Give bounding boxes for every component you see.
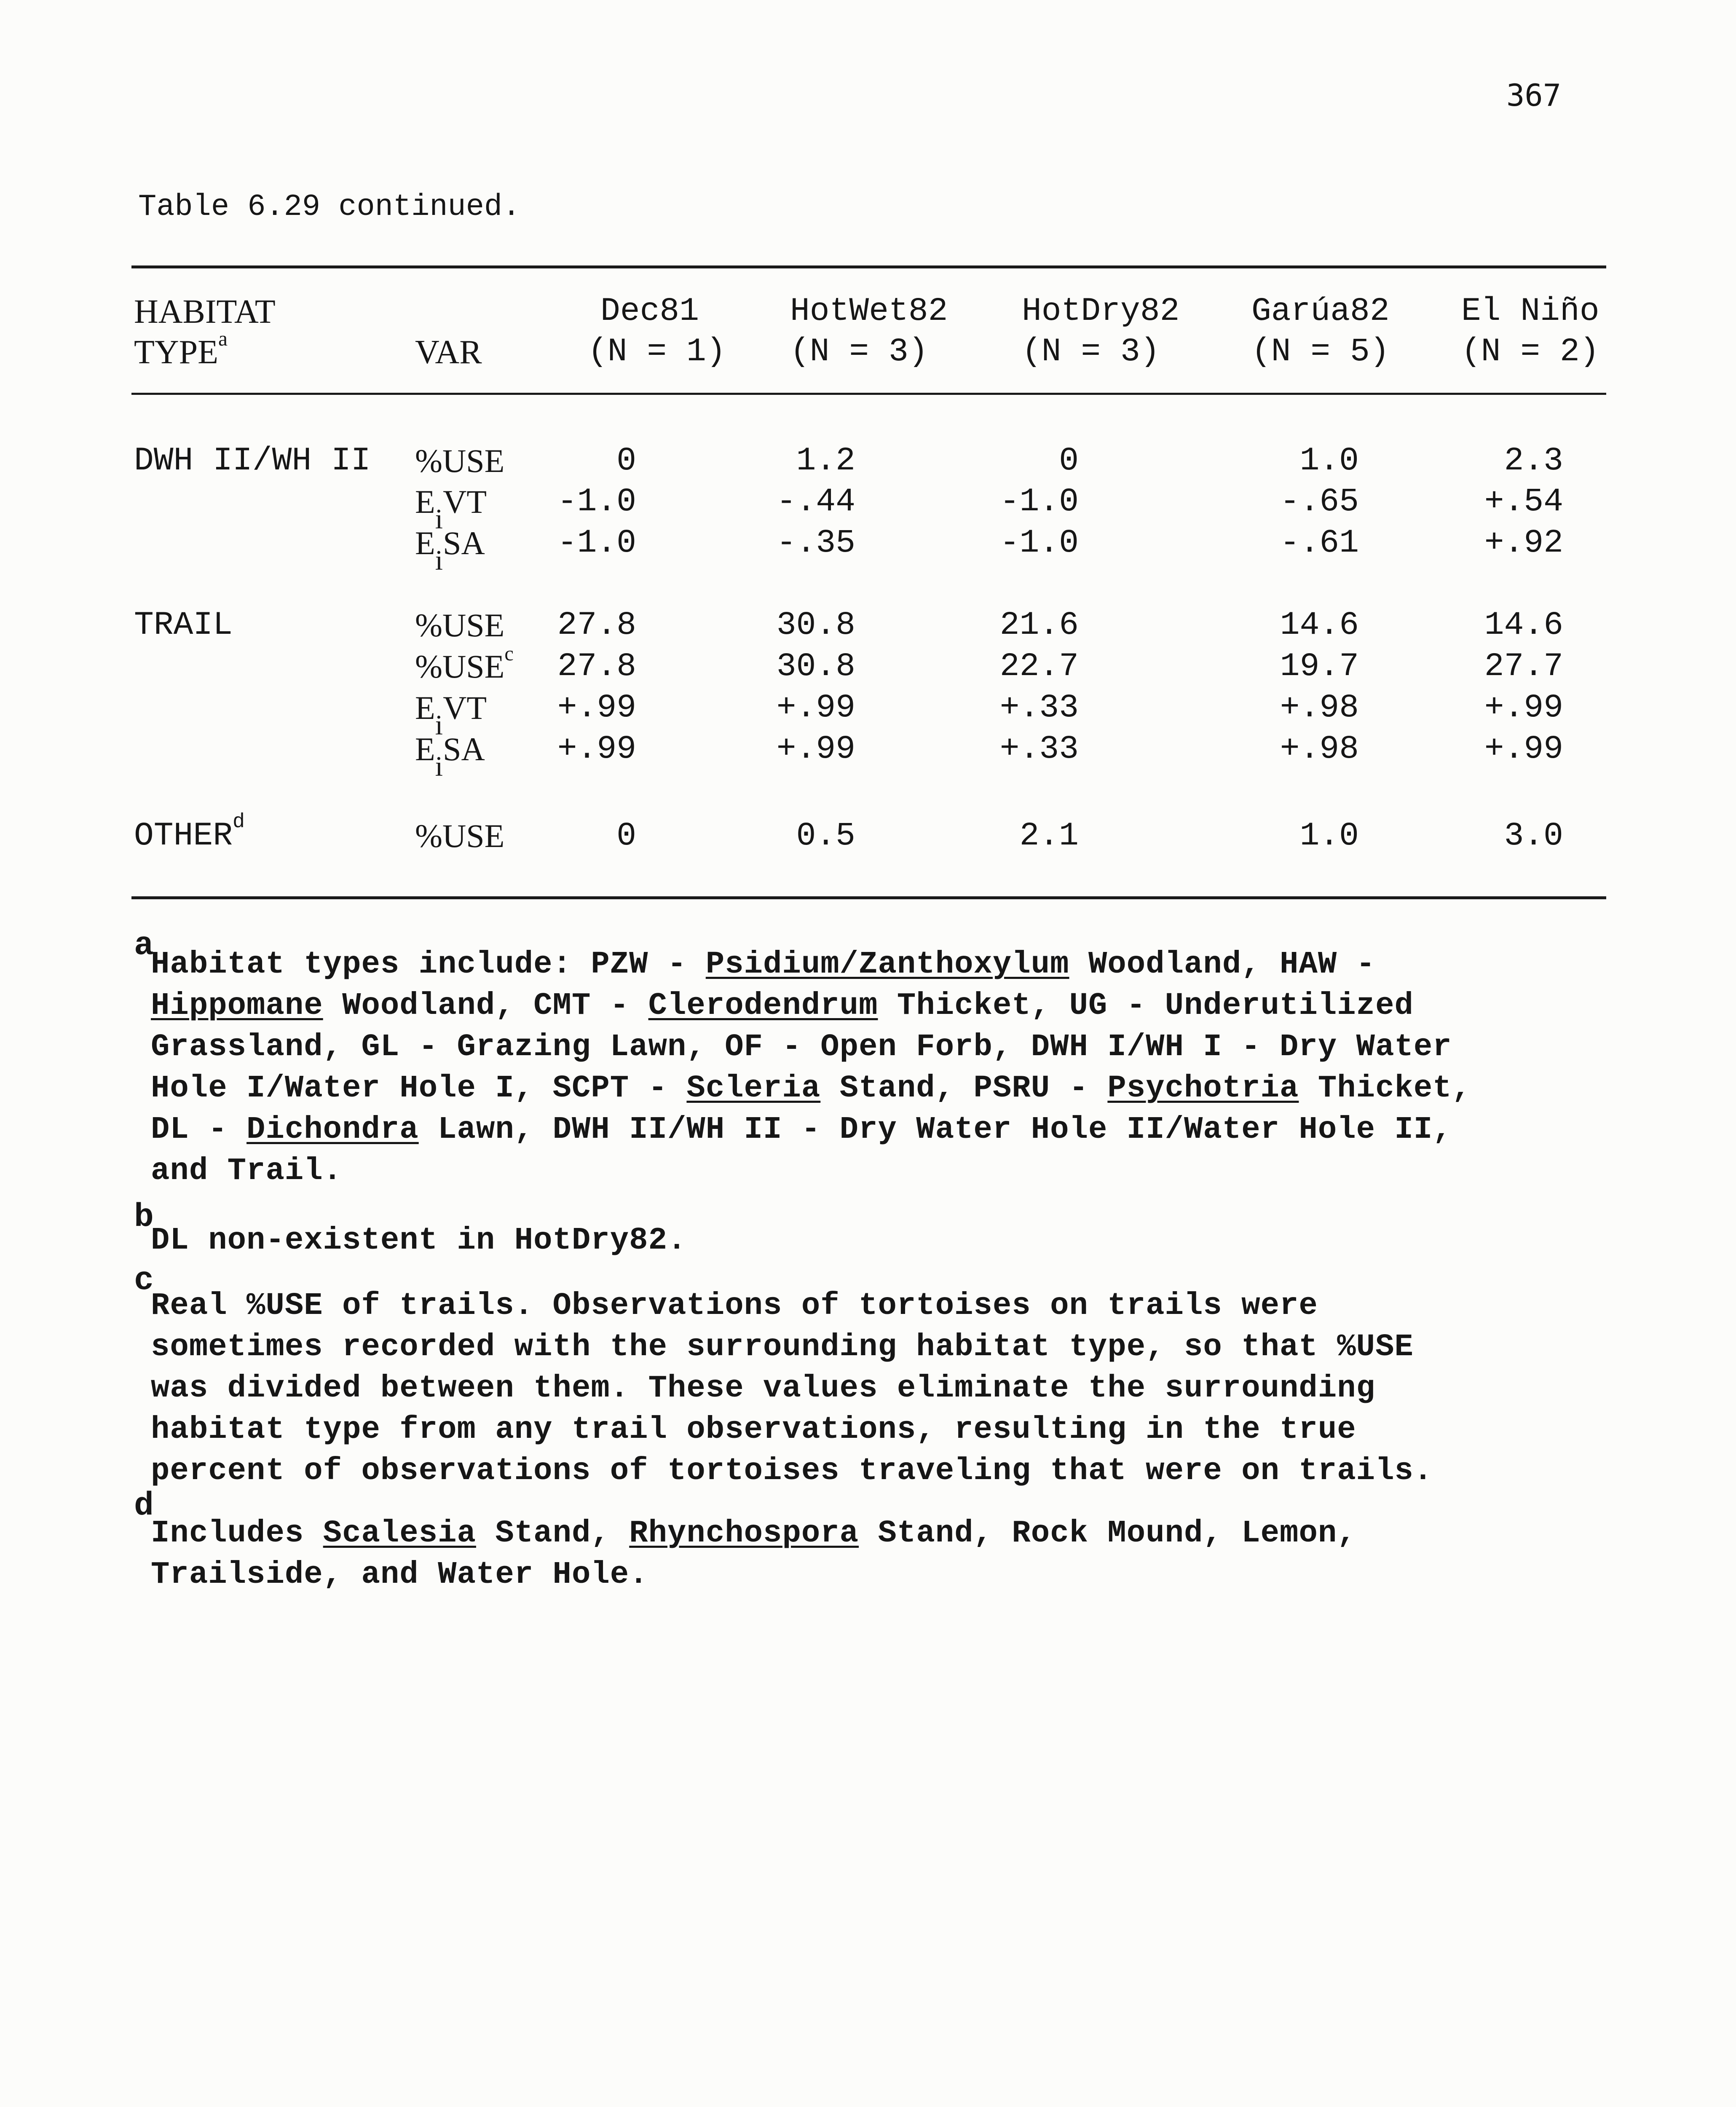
cell-trail-eivt-elnino: +.99	[1484, 689, 1563, 726]
var-ei-vt: $E_iVT$	[415, 483, 487, 535]
footnote-b-mark: b	[134, 1199, 154, 1236]
footnote-ref-d: d	[233, 810, 245, 834]
cell-trail-usec-elnino: 27.7	[1484, 648, 1563, 685]
footnote-b: DL non-existent in HotDry82.	[151, 1223, 687, 1258]
table-bottom-rule	[131, 896, 1606, 899]
cell-trail-use-hotwet82: 30.8	[776, 607, 855, 644]
header-col-hotdry82-n: (N = 3)	[1022, 333, 1160, 370]
cell-dwh-eisa-hotwet82: -.35	[776, 525, 855, 562]
header-col-hotwet82-n: (N = 3)	[790, 333, 928, 370]
cell-other-use-garua82: 1.0	[1299, 818, 1359, 855]
cell-dwh-eivt-garua82: -.65	[1280, 483, 1359, 520]
var-use: %USE	[415, 442, 505, 479]
cell-other-use-elnino: 3.0	[1504, 818, 1563, 855]
header-col-elnino-n: (N = 2)	[1461, 333, 1599, 370]
cell-dwh-eisa-hotdry82: -1.0	[999, 525, 1079, 562]
cell-dwh-eisa-garua82: -.61	[1280, 525, 1359, 562]
header-col-dec81: Dec81	[600, 293, 699, 330]
footnote-d-mark: d	[134, 1488, 154, 1525]
cell-dwh-eivt-hotwet82: -.44	[776, 483, 855, 520]
cell-trail-eisa-hotwet82: +.99	[776, 731, 855, 768]
header-habitat-sup: a	[218, 327, 228, 350]
var-use-real: %USE$^c$	[415, 642, 514, 685]
cell-dwh-eisa-elnino: +.92	[1484, 525, 1563, 562]
var-use: %USE	[415, 607, 505, 643]
header-col-garua82: Garúa82	[1251, 293, 1390, 330]
var-use: %USE	[415, 818, 505, 854]
cell-trail-use-elnino: 14.6	[1484, 607, 1563, 644]
header-habitat-line2: TYPE$^a$	[134, 327, 228, 371]
footnote-a-mark: a	[134, 927, 154, 964]
table-top-rule	[131, 265, 1606, 268]
cell-trail-usec-hotwet82: 30.8	[776, 648, 855, 685]
cell-other-use-hotdry82: 2.1	[1019, 818, 1079, 855]
cell-dwh-use-garua82: 1.0	[1299, 442, 1359, 480]
header-var: VAR	[415, 334, 482, 371]
header-col-dec81-n: (N = 1)	[588, 333, 726, 370]
cell-trail-use-garua82: 14.6	[1280, 607, 1359, 644]
cell-trail-eivt-hotdry82: +.33	[999, 689, 1079, 726]
footnote-a: Habitat types include: PZW - Psidium/Zanthoxylum Woodland, HAW - Hippomane Woodland, CMT - Clerodendrum Thicket, UG - Underutilized Grassland, GL - Grazing Lawn, OF - Open Forb, DWH I/WH I - Dry Water Hole I/Water Hole I, SCPT - Scleria Stand, PSRU - Psychotria Thicket, DL - Dichondra Lawn, DWH II/WH II - Dry Water Hole II/Water Hole II, and Trail.	[151, 947, 1471, 1189]
var-ei-sa: $E_iSA$	[415, 731, 485, 782]
cell-dwh-use-hotdry82: 0	[1059, 442, 1079, 480]
cell-other-use-hotwet82: 0.5	[796, 818, 855, 855]
cell-dwh-eivt-elnino: +.54	[1484, 483, 1563, 520]
cell-trail-eivt-dec81: +.99	[557, 689, 636, 726]
cell-other-use-dec81: 0	[616, 818, 636, 855]
cell-trail-eisa-garua82: +.98	[1280, 731, 1359, 768]
footnote-c-mark: c	[134, 1262, 154, 1299]
cell-trail-usec-garua82: 19.7	[1280, 648, 1359, 685]
cell-trail-use-dec81: 27.8	[557, 607, 636, 644]
cell-trail-eisa-hotdry82: +.33	[999, 731, 1079, 768]
cell-trail-eivt-hotwet82: +.99	[776, 689, 855, 726]
cell-trail-use-hotdry82: 21.6	[999, 607, 1079, 644]
var-ei-sa: $E_iSA$	[415, 525, 485, 576]
table-header-rule	[131, 393, 1606, 395]
cell-trail-eisa-dec81: +.99	[557, 731, 636, 768]
cell-trail-eisa-elnino: +.99	[1484, 731, 1563, 768]
cell-dwh-use-elnino: 2.3	[1504, 442, 1563, 480]
page-number: 367	[1506, 78, 1562, 113]
header-col-hotdry82: HotDry82	[1022, 293, 1180, 330]
footnote-c: Real %USE of trails. Observations of tortoises on trails were sometimes recorded with the surrounding habitat type, so that %USE was divided between them. These values eliminate the surrounding habitat type from any trail observations, resulting in the true percent of observations of tortoises traveling that were on trails.	[151, 1288, 1433, 1489]
habitat-dwh: DWH II/WH II	[134, 442, 371, 480]
header-col-hotwet82: HotWet82	[790, 293, 948, 330]
footnote-ref-c: c	[504, 642, 514, 665]
cell-dwh-eivt-dec81: -1.0	[557, 483, 636, 520]
cell-dwh-use-dec81: 0	[616, 442, 636, 480]
header-col-elnino: El Niño	[1461, 293, 1599, 330]
habitat-other: OTHER$^d$	[134, 810, 245, 855]
header-col-garua82-n: (N = 5)	[1251, 333, 1390, 370]
habitat-trail: TRAIL	[134, 607, 233, 644]
footnote-d: Includes Scalesia Stand, Rhynchospora Stand, Rock Mound, Lemon, Trailside, and Water Hole.	[151, 1516, 1356, 1592]
header-habitat-line1: HABITAT	[134, 293, 276, 330]
table-caption: Table 6.29 continued.	[138, 190, 521, 224]
cell-trail-usec-hotdry82: 22.7	[999, 648, 1079, 685]
cell-dwh-eisa-dec81: -1.0	[557, 525, 636, 562]
cell-trail-eivt-garua82: +.98	[1280, 689, 1359, 726]
cell-trail-usec-dec81: 27.8	[557, 648, 636, 685]
cell-dwh-use-hotwet82: 1.2	[796, 442, 855, 480]
cell-dwh-eivt-hotdry82: -1.0	[999, 483, 1079, 520]
var-ei-vt: $E_iVT$	[415, 689, 487, 741]
